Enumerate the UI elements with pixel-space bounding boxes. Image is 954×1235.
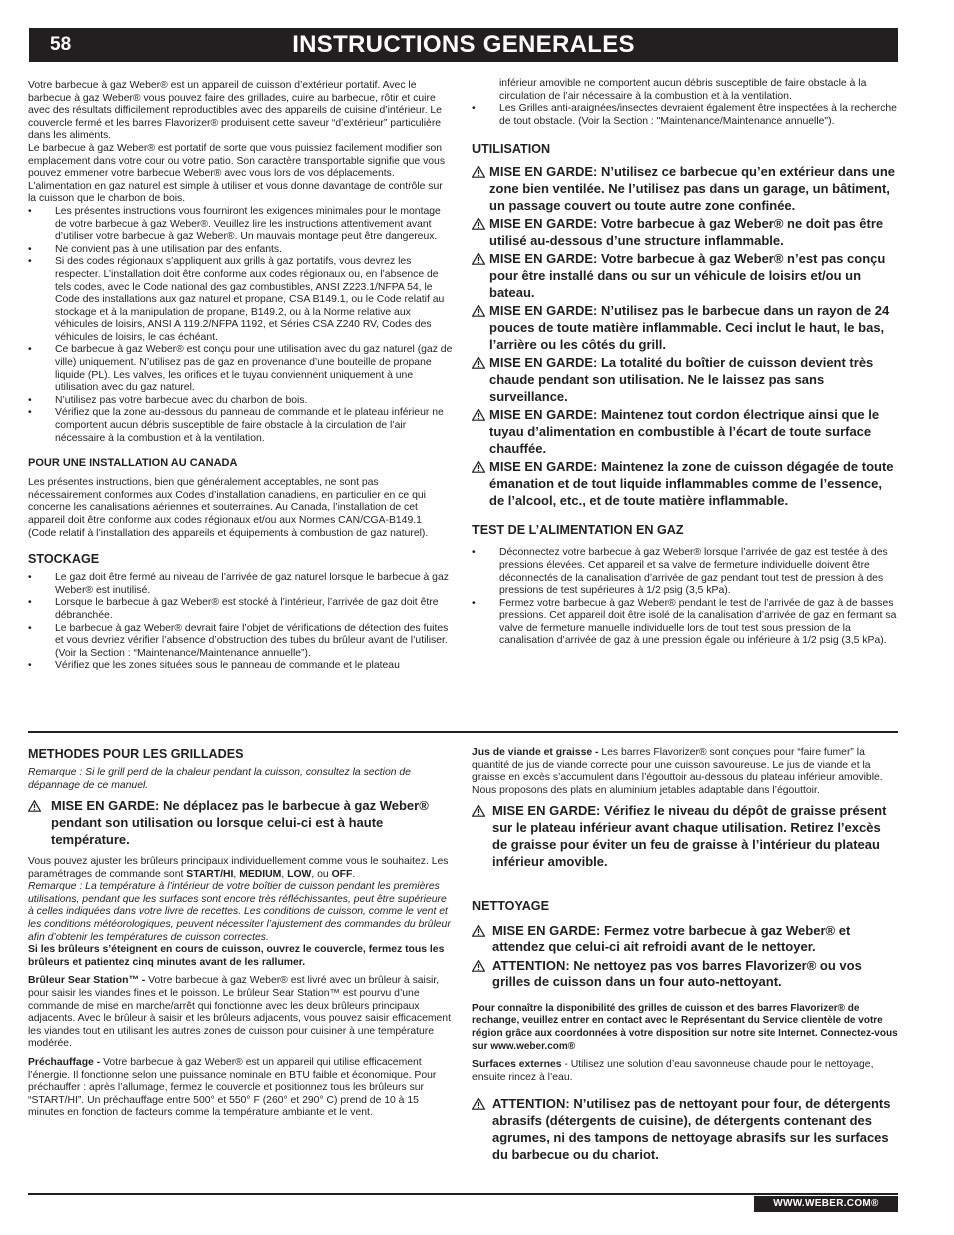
intro-paragraph: Votre barbecue à gaz Weber® est un appareil de cuisson d’extérieur portatif. Avec le barbecue à gaz Weber® vous pouvez faire des grillades, cuire au barbecue, rôtir et cuire avec des résultats difficilement reproductibles avec des appareils de cuisine d’intérieur. Le couvercle fermé et les barres Flavorizer® produisent cette saveur “d’extérieur” particulière dans les aliments. <box>28 80 442 142</box>
section-heading-use: UTILISATION <box>472 142 551 157</box>
warning-triangle-icon <box>472 1098 485 1110</box>
setting-start-hi: START/HI <box>186 868 234 880</box>
juice-paragraph <box>472 747 899 797</box>
setting-medium: MEDIUM <box>239 868 282 880</box>
sear-text: Votre barbecue à gaz Weber® est livré avec un brûleur à saisir, pour saisir les viandes fines et le poisson. Le brûleur Sear Station™ est pourvu d’une commande de mise en marche/arrêt qui fonctionne avec les deux brûleurs principaux adjacents. Avec le brûleur à saisir et les brûleurs adjacents, vous pouvez saisir efficacement les viandes tout en utilisant les autres zones de cuisson pour cuisiner à une température modérée. <box>28 975 451 1050</box>
setting-low: LOW <box>287 868 312 880</box>
warning-triangle-icon <box>472 461 485 473</box>
list-item: • Le gaz doit être fermé au niveau de l’arrivée de gaz naturel lorsque le barbecue à gaz Weber® est inutilisé. <box>28 572 453 597</box>
page-title: INSTRUCTIONS GENERALES <box>292 31 635 58</box>
warning-triangle-icon <box>472 960 485 972</box>
preheat-paragraph <box>28 1057 453 1120</box>
warning-text: MISE EN GARDE: N’utilisez ce barbecue qu’en extérieur dans une zone bien ventilée. Ne l’utilisez pas dans un garage, un bâtiment, un passage couvert ou toute autre zone confinée. <box>489 164 895 213</box>
setting-off: OFF <box>331 868 353 880</box>
list-item: • Lorsque le barbecue à gaz Weber® est stocké à l’intérieur, l’arrivée de gaz doit être débranchée. <box>28 597 453 622</box>
warning-text: MISE EN GARDE: Votre barbecue à gaz Weber® ne doit pas être utilisé au-dessous d’une structure inflammable. <box>489 216 884 249</box>
intro-paragraph: L’alimentation en gaz naturel est simple à utiliser et vous donne davantage de contrôle sur la cuisson que le charbon de bois. <box>28 180 443 205</box>
warning-triangle-icon <box>472 357 485 369</box>
footer-divider <box>28 1193 898 1195</box>
separator: , <box>281 868 288 880</box>
column-4 <box>472 747 899 1165</box>
warning-text: MISE EN GARDE: Fermez votre barbecue à gaz Weber® et attendez que celui-ci ait refroidi avant de le nettoyer. <box>492 922 851 955</box>
list-item: • Si des codes régionaux s’appliquent aux grills à gaz portatifs, vous devrez les respecter. L’installation doit être conforme aux codes régionaux ou, en l’absence de tels codes, avec le Code national des gaz combustibles, ANSI Z223.1/NFPA 54, le Code des installations aux gaz naturel et propane, CSA B149.1, ou le Code relatif au stockage et à la manipulation de propane, B149.2, ou à la Norme relative aux véhicules de loisirs, ANSI A 119.2/NFPA 1192, et Séries CSA Z240 RV, Codes des véhicules de loisirs, le cas échéant. <box>28 256 453 344</box>
warning-item <box>472 355 899 405</box>
list-item: • Le barbecue à gaz Weber® devrait faire l’objet de vérifications de détection des fuites et vous devriez vérifier l’absence d’obstruction des tubes du brûleur avant de l’utiliser. (Voir la Section : “Maintenance/Maintenance annuelle”). <box>28 623 453 661</box>
list-item: • Les présentes instructions vous fourniront les exigences minimales pour le montage de votre barbecue à gaz Weber®. Veuillez lire les instructions attentivement avant d’utiliser votre barbecue à gaz Weber®. Un mauvais montage peut être dangereux. <box>28 206 453 244</box>
intro-bullet-list <box>28 206 453 445</box>
section-heading-canada: POUR UNE INSTALLATION AU CANADA <box>28 457 238 470</box>
warning-text: MISE EN GARDE: Maintenez la zone de cuisson dégagée de toute émanation et de tout liquide inflammables comme de l’essence, de l’alcool, etc., et de toute matière inflammable. <box>489 458 894 508</box>
bold-note: Si les brûleurs s’éteignent en cours de cuisson, ouvrez le couvercle, fermez tous les brûleurs et patientez cinq minutes avant de les rallumer. <box>28 944 445 968</box>
warning-triangle-icon <box>472 253 485 265</box>
warning-triangle-icon <box>28 800 41 812</box>
surface-label: Surfaces externes <box>472 1059 562 1071</box>
page-number: 58 <box>50 34 72 55</box>
adjust-text: Vous pouvez ajuster les brûleurs principaux individuellement comme vous le souhaitez. Les paramétrages de commande sont <box>28 856 449 880</box>
footer-website: WWW.WEBER.COM® <box>754 1196 898 1212</box>
sear-paragraph <box>28 975 453 1051</box>
adjust-paragraph <box>28 856 453 881</box>
intro-paragraph: Le barbecue à gaz Weber® est portatif de sorte que vous puissiez facilement modifier son emplacement dans votre cour ou votre patio. Son caractère transportable signifie que vous pouvez emmener votre barbecue Weber® avec vous lors de vos déplacements. <box>28 142 446 180</box>
list-item: • Les Grilles anti-araignées/insectes devraient également être inspectées à la recherche de tout obstacle. (Voir la Section : "Maintenance/Maintenance annuelle"). <box>472 103 899 128</box>
warning-text: MISE EN GARDE: Ne déplacez pas le barbecue à gaz Weber® pendant son utilisation ou lorsque celui-ci est à haute température. <box>51 798 429 847</box>
continued-paragraph: inférieur amovible ne comportent aucun débris susceptible de faire obstacle à la circulation de l’air nécessaire à la combustion et à la ventilation. <box>499 78 867 102</box>
warning-text: MISE EN GARDE: La totalité du boîtier de cuisson devient très chaude pendant son utilisation. Ne le laissez pas sans surveillance. <box>489 355 874 404</box>
remark-text: Remarque : La température à l’intérieur de votre boîtier de cuisson pendant les premières utilisations, pendant que les surfaces sont encore très réfléchissantes, peut être supérieure à celles indiquées dans votre livre de recettes. Les conditions de cuisson, comme le vent et les conditions météorologiques, peuvent nécessiter l’ajustement des commandes du brûleur afin d’obtenir les températures de cuisson correctes. <box>28 881 451 943</box>
warning-triangle-icon <box>472 166 485 178</box>
list-item: • Déconnectez votre barbecue à gaz Weber® lorsque l’arrivée de gaz est testée à des pressions élevées. Cet appareil et sa valve de fermeture individuelle doivent être déconnectés de la canalisation d’arrivée de gaz pendant tout test de pression à des pressions de test supérieures à 1/2 psig (3,5 kPa). <box>472 547 899 597</box>
separator: , <box>233 868 240 880</box>
warning-item <box>472 251 899 301</box>
sear-label: Brûleur Sear Station™ - <box>28 975 149 987</box>
remark-text: Remarque : Si le grill perd de la chaleur pendant la cuisson, consultez la section de dépannage de ce manuel. <box>28 767 411 791</box>
juice-text: Les barres Flavorizer® sont conçues pour “faire fumer” la quantité de jus de viande correcte pour une cuisson savoureuse. Le jus de viande et la graisse en excès s’accumulent dans l’égouttoir au-dessous du plateau inférieur amovible. Nous proposons des plats en aluminium jetables adaptable dans l’égouttoir. <box>472 747 883 796</box>
warning-text: ATTENTION: Ne nettoyez pas vos barres Flavorizer® ou vos grilles de cuisson dans un four auto-nettoyant. <box>492 957 862 990</box>
warning-item <box>472 459 899 509</box>
warning-item <box>28 798 453 848</box>
section-heading-storage: STOCKAGE <box>28 552 100 567</box>
section-heading-cleaning: NETTOYAGE <box>472 898 549 913</box>
warning-triangle-icon <box>472 925 485 937</box>
warning-text: MISE EN GARDE: Vérifiez le niveau du dépôt de graisse présent sur le plateau inférieur avant chaque utilisation. Retirez l’excès de graisse pour éviter un feu de graisse à l’intérieur du plateau inférieur amovible. <box>492 803 887 869</box>
list-item: • Vérifiez que les zones situées sous le panneau de commande et le plateau <box>28 660 453 673</box>
page-header <box>29 28 898 62</box>
warning-item <box>472 164 899 214</box>
warning-item <box>472 958 899 992</box>
warning-text: ATTENTION: N’utilisez pas de nettoyant pour four, de détergents abrasifs (détergents de cuisine), de détergents contenant des agrumes, ni des tampons de nettoyage abrasifs sur les surfaces du barbecue ou du chariot. <box>492 1096 891 1162</box>
storage-bullet-list <box>28 572 453 673</box>
list-item: • N’utilisez pas votre barbecue avec du charbon de bois. <box>28 395 453 408</box>
column-2 <box>472 78 899 648</box>
surface-paragraph <box>472 1059 899 1084</box>
section-heading-grilling: METHODES POUR LES GRILLADES <box>28 747 244 761</box>
canada-paragraph: Les présentes instructions, bien que généralement acceptables, ne sont pas nécessairement conformes aux Codes d’installation canadiens, en particulier en ce qui concerne les canalisations aériennes et souterraines. Au Canada, l’installation de cet appareil doit être conforme aux codes régionaux et/ou aux Normes CAN/CGA-B149.1 (Code relatif à l’installation des appareils et équipements à combustion de gaz naturel). <box>28 477 429 539</box>
warning-text: MISE EN GARDE: N’utilisez pas le barbecue dans un rayon de 24 pouces de toute matière inflammable. Ceci inclut le haut, le bas, l’arrière ou les côtés du grill. <box>489 303 890 352</box>
list-item: • Vérifiez que la zone au-dessous du panneau de commande et le plateau inférieur ne comportent aucun débris susceptible de faire obstacle à la circulation de l’air nécessaire à la combustion et à la ventilation. <box>28 407 453 445</box>
warning-item <box>472 407 899 457</box>
warning-item <box>472 923 899 957</box>
section-divider <box>28 731 898 733</box>
list-item: • Fermez votre barbecue à gaz Weber® pendant le test de l’arrivée de gaz à de basses pressions. Cet appareil doit être isolé de la canalisation d’arrivée de gaz en fermant sa valve de fermeture manuelle individuelle lors de tout test sous pression de la canalisation d’arrivée de gaz à une pression égale ou inférieure à 1/2 psig (3,5 kPa). <box>472 598 899 648</box>
warning-text: MISE EN GARDE: Votre barbecue à gaz Weber® n’est pas conçu pour être installé dans ou sur un véhicule de loisirs et/ou un bateau. <box>489 251 886 300</box>
separator: , ou <box>311 868 332 880</box>
warning-triangle-icon <box>472 409 485 421</box>
continued-bullet-list <box>472 103 899 128</box>
availability-note: Pour connaître la disponibilité des grilles de cuisson et des barres Flavorizer® de rechange, veuillez entrer en contact avec le Représentant du Service clientèle de votre région grâce aux coordonnées à votre disposition sur notre site Internet. Connectez-vous sur www.weber.com® <box>472 1002 898 1052</box>
warning-triangle-icon <box>472 805 485 817</box>
section-heading-gas-test: TEST DE L’ALIMENTATION EN GAZ <box>472 523 684 538</box>
preheat-label: Préchauffage - <box>28 1056 104 1068</box>
column-3 <box>28 747 453 1120</box>
list-item: • Ne convient pas à une utilisation par des enfants. <box>28 244 453 257</box>
warning-triangle-icon <box>472 218 485 230</box>
surface-text: - Utilisez une solution d’eau savonneuse chaude pour le nettoyage, ensuite rincez à l’eau. <box>472 1059 874 1083</box>
warning-triangle-icon <box>472 305 485 317</box>
column-1 <box>28 80 453 673</box>
warning-text: MISE EN GARDE: Maintenez tout cordon électrique ainsi que le tuyau d’alimentation en combustible à l’écart de toute surface chauffée. <box>489 407 880 456</box>
preheat-text: Votre barbecue à gaz Weber® est un appareil qui utilise efficacement l’énergie. Il fonctionne selon une puissance nominale en BTU faible et économique. Pour préchauffer : après l’allumage, fermez le couvercle et positionnez tous les brûleurs sur “START/HI”. Un préchauffage entre 500° et 550° F (260° et 290° C) prend de 10 à 15 minutes en fonction de facteurs comme la température ambiante et le vent. <box>28 1056 437 1119</box>
warning-item <box>472 303 899 353</box>
juice-label: Jus de viande et graisse - <box>472 747 602 758</box>
separator: . <box>352 868 356 880</box>
list-item: • Ce barbecue à gaz Weber® est conçu pour une utilisation avec du gaz naturel (gaz de ville) uniquement. N’utilisez pas de gaz en provenance d’une bouteille de propane liquide (PL). Les valves, les orifices et le tuyau conviennent uniquement à une utilisation avec du gaz naturel. <box>28 344 453 394</box>
warning-item <box>472 803 899 870</box>
gas-test-bullet-list <box>472 547 899 648</box>
warning-item <box>472 1096 899 1163</box>
warning-item <box>472 216 899 250</box>
